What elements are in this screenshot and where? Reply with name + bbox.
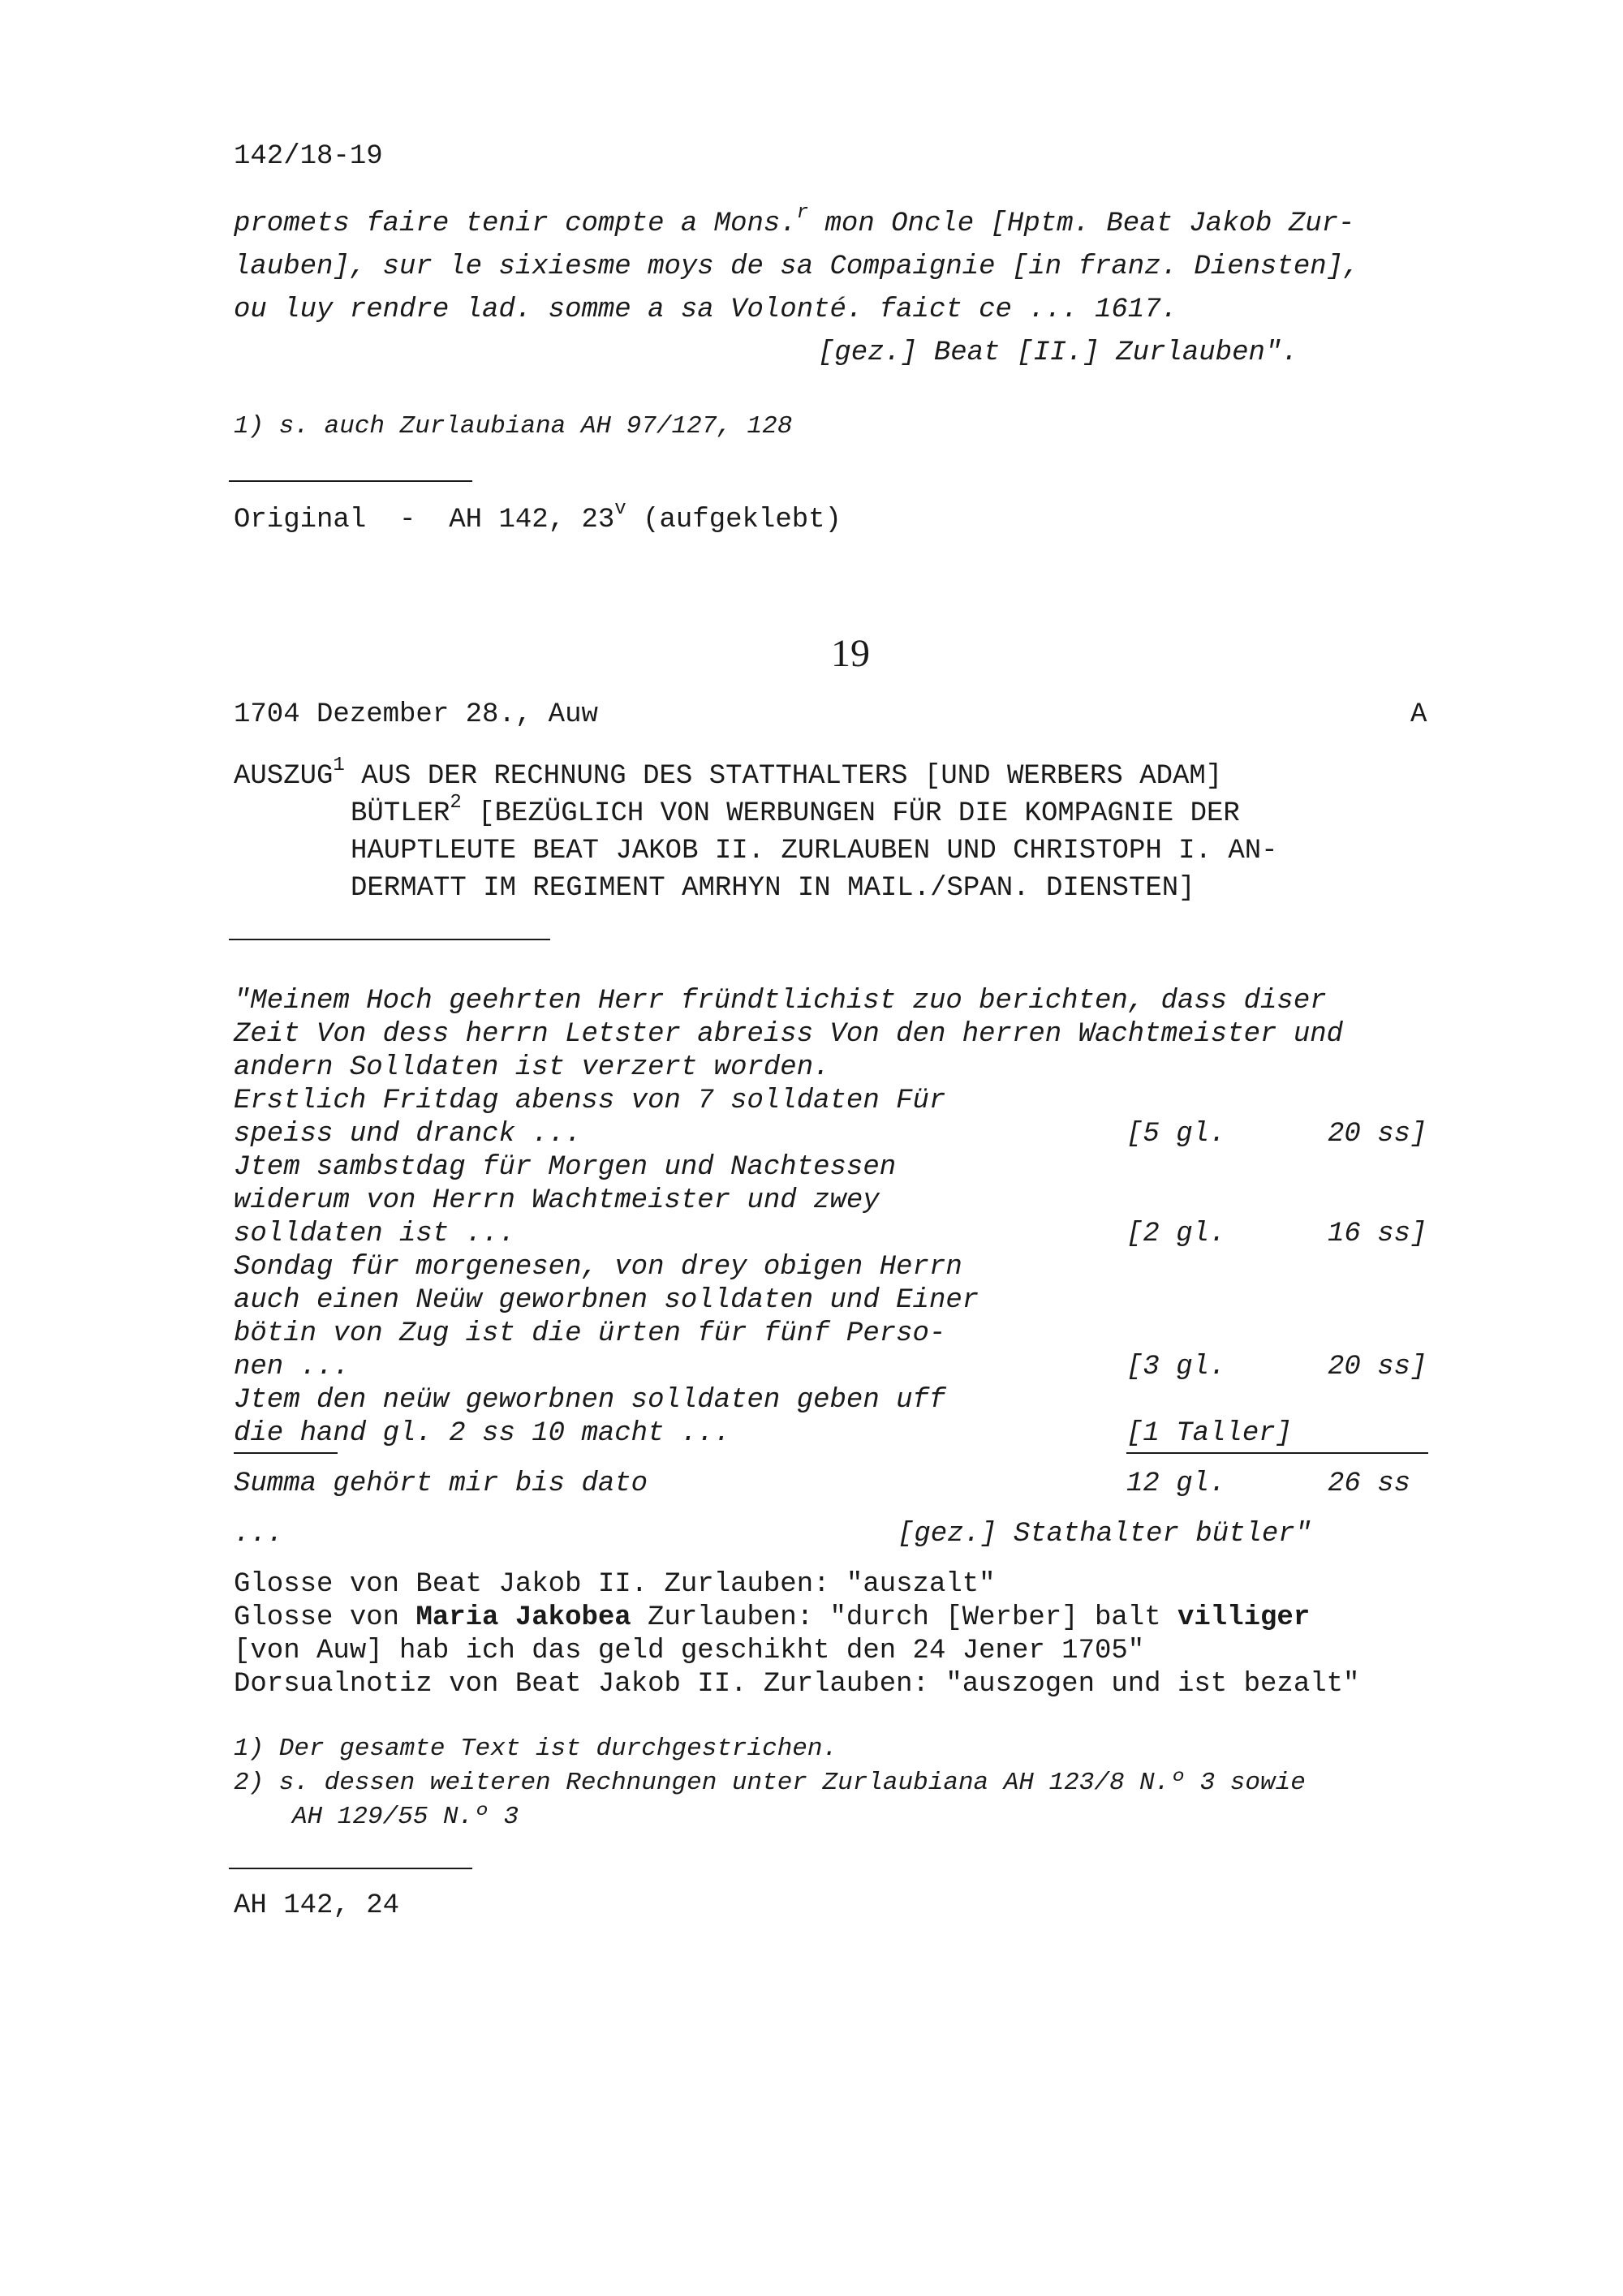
amount-ss: 20 ss] (1328, 1119, 1427, 1150)
page-reference: 142/18-19 (234, 141, 383, 172)
summa-gl: 12 gl. (1126, 1468, 1226, 1499)
body-line: solldaten ist ... (234, 1219, 515, 1249)
document-number: 19 (831, 632, 870, 675)
summa-ss: 26 ss (1328, 1468, 1411, 1499)
footnote-continuation: AH 129/55 N.º 3 (292, 1803, 519, 1831)
prev-text-line: promets faire tenir compte a Mons.$^r$ mon Oncle [Hptm. Beat Jakob Zur- (234, 201, 1355, 239)
footnote: 1) Der gesamte Text ist durchgestrichen. (234, 1735, 838, 1763)
body-line: widerum von Herrn Wachtmeister und zwey (234, 1185, 880, 1216)
footnote: 2) s. dessen weiteren Rechnungen unter Zurlaubiana AH 123/8 N.º 3 sowie (234, 1769, 1306, 1797)
document-date-place: 1704 Dezember 28., Auw (234, 699, 598, 730)
body-line: Zeit Von dess herrn Letster abreiss Von den herren Wachtmeister und (234, 1019, 1344, 1050)
separator-line (229, 1868, 472, 1869)
amount-gl: [1 Taller] (1126, 1418, 1293, 1449)
title-line: HAUPTLEUTE BEAT JAKOB II. ZURLAUBEN UND CHRISTOPH I. AN- (351, 836, 1278, 866)
underline-mark (234, 1452, 338, 1454)
amount-gl: [5 gl. (1126, 1119, 1226, 1150)
prev-source-line: Original - AH 142, 23$^v$ (aufgeklebt) (234, 497, 842, 535)
body-line: andern Solldaten ist verzert worden. (234, 1052, 830, 1083)
separator-line (229, 939, 550, 940)
document-source: AH 142, 24 (234, 1890, 400, 1921)
prev-text-line: lauben], sur le sixiesme moys de sa Compaignie [in franz. Diensten], (234, 252, 1360, 282)
gloss-line: Glosse von Maria Jakobea Zurlauben: "durch [Werber] balt villiger (234, 1602, 1311, 1633)
body-line: auch einen Neüw geworbnen solldaten und Einer (234, 1285, 979, 1316)
body-line: nen ... (234, 1352, 350, 1382)
separator-line (229, 480, 472, 482)
body-line: die hand gl. 2 ss 10 macht ... (234, 1418, 731, 1449)
body-line: Erstlich Fritdag abenss von 7 solldaten Für (234, 1086, 946, 1116)
signature: [gez.] Stathalter bütler" (898, 1519, 1312, 1550)
document-type-code: A (1410, 699, 1427, 730)
body-line: Jtem sambstdag für Morgen und Nachtessen (234, 1152, 897, 1183)
prev-signature: [gez.] Beat [II.] Zurlauben". (818, 338, 1298, 368)
gloss-line: [von Auw] hab ich das geld geschikht den 24 Jener 1705" (234, 1636, 1145, 1666)
amount-ss: 16 ss] (1328, 1219, 1427, 1249)
body-line: speiss und dranck ... (234, 1119, 582, 1150)
amount-ss: 20 ss] (1328, 1352, 1427, 1382)
prev-footnote: 1) s. auch Zurlaubiana AH 97/127, 128 (234, 412, 793, 441)
body-line: "Meinem Hoch geehrten Herr fründtlichist zuo berichten, dass diser (234, 986, 1327, 1017)
ellipsis: ... (234, 1519, 284, 1550)
body-line: bötin von Zug ist die ürten für fünf Perso- (234, 1318, 946, 1349)
amount-gl: [2 gl. (1126, 1219, 1226, 1249)
title-line: DERMATT IM REGIMENT AMRHYN IN MAIL./SPAN. DIENSTEN] (351, 873, 1195, 904)
title-line: AUSZUG$^1$ AUS DER RECHNUNG DES STATTHALTERS [UND WERBERS ADAM] (234, 754, 1223, 792)
body-line: Sondag für morgenesen, von drey obigen Herrn (234, 1252, 962, 1283)
sum-rule (1126, 1452, 1428, 1454)
gloss-line: Glosse von Beat Jakob II. Zurlauben: "auszalt" (234, 1569, 996, 1600)
title-line: BÜTLER$^2$ [BEZÜGLICH VON WERBUNGEN FÜR DIE KOMPAGNIE DER (351, 791, 1240, 829)
gloss-line: Dorsualnotiz von Beat Jakob II. Zurlauben: "auszogen und ist bezalt" (234, 1669, 1360, 1700)
prev-text-line: ou luy rendre lad. somme a sa Volonté. faict ce ... 1617. (234, 295, 1177, 325)
summa-label: Summa gehört mir bis dato (234, 1468, 648, 1499)
amount-gl: [3 gl. (1126, 1352, 1226, 1382)
body-line: Jtem den neüw geworbnen solldaten geben uff (234, 1385, 946, 1416)
